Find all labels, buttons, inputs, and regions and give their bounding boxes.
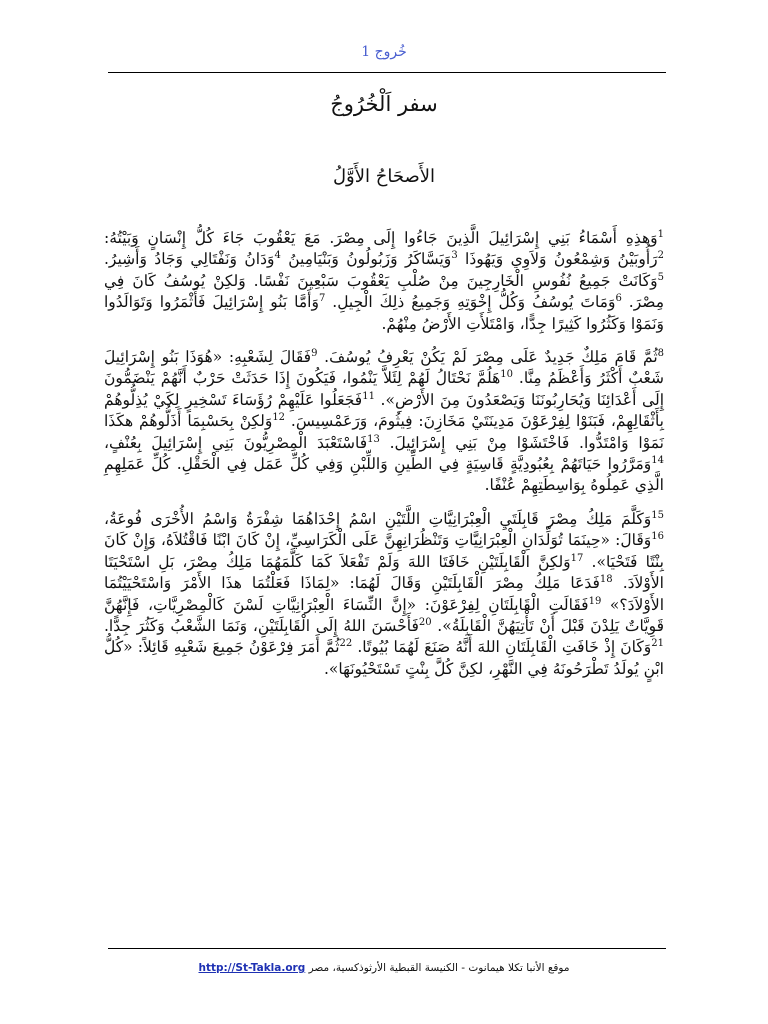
book-title: سفر اَلْخُرُوجُ <box>330 92 438 116</box>
verse-text: وَلكِنْ بِحَسْبِمَا أَذَلُّوهُمْ هكَذَا نَمَوْا وَامْتَدُّوا. فَاخْتَشَوْا مِنْ بَنِي إِسْرَائِيلَ. <box>104 412 664 452</box>
verse-number: 7 <box>318 293 326 305</box>
verse-text: وَكَلَّمَ مَلِكُ مِصْرَ قَابِلَتَيِ الْعِبْرَانِيَّاتِ اللَّتَيْنِ اسْمُ إِحْدَاهُمَا شِفْرَةُ وَاسْمُ الأُخْرَى فُوعَةُ، <box>104 509 652 528</box>
verse-number: 16 <box>651 531 664 543</box>
verse-text: وَلكِنَّ الْقَابِلَتَيْنِ خَافَتَا اللهَ وَلَمْ تَفْعَلاَ كَمَا كَلَّمَهُمَا مَلِكُ مِصْرَ، بَلِ اسْتَحْيَتَا الأَوْلاَدَ. <box>104 552 664 593</box>
verse-text: هَلُمَّ نَحْتَالُ لَهُمْ لِئَلاَّ يَنْمُوا، فَيَكُونَ إِذَا حَدَثَتْ حَرْبٌ أَنَّهُمْ يَنْضَمُّونَ إِلَى أَعْدَائِنَا وَيُحَارِبُونَنَا وَيَصْعَدُونَ مِنَ الأَرْضِ». <box>104 369 664 409</box>
verse-text: وَقَالَ: «حِينَمَا تُوَلِّدَانِ الْعِبْرَانِيَّاتِ وَتَنْظُرَانِهِنَّ عَلَى الْكَرَاسِيِّ، إِنْ كَانَ ابْنًا فَاقْتُلاَهُ، وَإِنْ كَانَ بِنْتًا فَتَحْيَا». <box>104 531 664 571</box>
footer-rule <box>108 948 666 949</box>
verse-number: 3 <box>451 250 458 262</box>
verse-number: 6 <box>615 293 622 305</box>
verse-number: 20 <box>418 616 432 628</box>
verse-text: رَأُوبَيْنُ وَشِمْعُونُ وَلاَوِي وَيَهُوذَا <box>457 250 658 269</box>
verse-text: وَمَرَّرُوا حَيَاتَهُمْ بِعُبُودِيَّةٍ قَاسِيَةٍ فِي الطِّينِ وَاللِّبْنِ وَفِي كُلِّ عَمَل فِي الْحَقْلِ. كُلِّ عَمَلِهِمِ الَّذِي عَمِلُوهُ بِوَاسِطَتِهِمْ عُنْفًا. <box>104 455 664 495</box>
verse-number: 19 <box>588 595 602 607</box>
verse-number: 10 <box>500 369 514 381</box>
verse-text: وَأَمَّا بَنُو إِسْرَائِيلَ فَأَثْمَرُوا وَتَوَالَدُوا وَنَمَوْا وَكَثُرُوا كَثِيرًا جِدًّا، وَامْتَلأَتِ الأَرْضُ مِنْهُمْ. <box>104 293 664 333</box>
verse-number: 22 <box>339 638 353 650</box>
verse-number: 5 <box>657 271 664 283</box>
verse-number: 11 <box>362 390 375 402</box>
verse-number: 18 <box>599 573 613 585</box>
verse-text: وَمَاتَ يُوسُفُ وَكُلُّ إِخْوَتِهِ وَجَمِيعُ ذلِكَ الْجِيلِ. <box>325 293 616 312</box>
verse-number: 1 <box>657 228 664 240</box>
verse-text: فَقَالَ لِشَعْبِهِ: «هُوَذَا بَنُو إِسْرَائِيلَ شَعْبٌ أَكْثَرُ وَأَعْظَمُ مِنَّا. <box>104 348 664 388</box>
chapter-title: الأَصحَاحُ الأَوَّلُ <box>332 166 436 187</box>
verse-number: 13 <box>367 433 380 445</box>
paragraph <box>104 228 664 335</box>
footer-site-text: موقع الأنبا تكلا هيمانوت - الكنيسة القبطية الأرثوذكسية، مصر <box>308 962 570 974</box>
verse-number: 2 <box>657 250 664 262</box>
paragraph <box>104 347 664 497</box>
verse-text: وَكَانَ إِذْ خَافَتِ الْقَابِلَتَانِ اللهَ أَنَّهُ صَنَعَ لَهُمَا بُيُوتًا. <box>352 638 652 657</box>
verse-number: 8 <box>657 347 665 359</box>
verse-text: فَأَحْسَنَ اللهُ إِلَى الْقَابِلَتَيْنِ، وَنَمَا الشَّعْبُ وَكَثُرَ جِدًّا. <box>104 616 419 635</box>
header-rule <box>108 72 666 73</box>
paragraph <box>104 509 664 680</box>
verse-text: فَدَعَا مَلِكُ مِصْرَ الْقَابِلَتَيْنِ وَقَالَ لَهُمَا: «لِمَاذَا فَعَلْتُمَا هذَا الأَمْرَ وَاسْتَحْيَيْتُمَا الأَوْلاَدَ؟» <box>104 574 664 614</box>
verse-number: 21 <box>651 638 664 650</box>
verse-text: وَهذِهِ أَسْمَاءُ بَنِي إِسْرَائِيلَ الَّذِينَ جَاءُوا إِلَى مِصْرَ. مَعَ يَعْقُوبَ جَاءَ كُلُّ إِنْسَانٍ وَبَيْتُهُ: <box>104 229 658 247</box>
verse-text: وَيَسَّاكَرُ وَزَبُولُونُ وَبَنْيَامِينُ <box>280 250 452 269</box>
verse-number: 4 <box>274 250 281 262</box>
verse-text: ثُمَّ قَامَ مَلِكٌ جَدِيدٌ عَلَى مِصْرَ لَمْ يَكُنْ يَعْرِفُ يُوسُفَ. <box>317 348 658 367</box>
verse-number: 12 <box>272 412 286 424</box>
verse-number: 9 <box>311 347 318 359</box>
verse-text: فَجَعَلُوا عَلَيْهِمْ رُؤَسَاءَ تَسْخِيرٍ لِكَيْ يُذِلُّوهُمْ بِأَثْقَالِهِمْ، فَبَنَوْا لِفِرْعَوْنَ مَدِينَتَيْ مَخَازِنَ: فِيثُومَ، وَرَعَمْسِيسَ. <box>104 390 664 431</box>
footer <box>0 962 768 974</box>
running-header: خُروج 1 <box>361 44 407 60</box>
verse-text: وَكَانَتْ جَمِيعُ نُفُوسِ الْخَارِجِينَ مِنْ صُلْبِ يَعْقُوبَ سَبْعِينَ نَفْسًا. وَلكِنْ يُوسُفُ كَانَ فِي مِصْرَ. <box>104 271 665 312</box>
verse-text: فَاسْتَعْبَدَ الْمِصْرِيُّونَ بَنِي إِسْرَائِيلَ بِعُنْفٍ، <box>104 433 368 452</box>
verse-text: وَدَانُ وَنَفْتَالِي وَجَادُ وَأَشِيرُ. <box>104 250 275 269</box>
chapter-text <box>104 228 664 692</box>
verse-number: 14 <box>651 454 664 466</box>
site-link[interactable]: http://St-Takla.org <box>198 962 306 974</box>
verse-text: ثُمَّ أَمَرَ فِرْعَوْنُ جَمِيعَ شَعْبِهِ قَائِلاً: «كُلُّ ابْنٍ يُولَدُ تَطْرَحُونَهُ فِي النَّهْرِ، لكِنَّ كُلَّ بِنْتٍ تَسْتَحْيُونَهَا». <box>104 638 664 678</box>
verse-number: 17 <box>570 552 584 564</box>
verse-text: فَقَالَتِ الْقَابِلَتَانِ لِفِرْعَوْنَ: «إِنَّ النِّسَاءَ الْعِبْرَانِيَّاتِ لَسْنَ كَالْمِصْرِيَّاتِ، فَإِنَّهُنَّ قَوِيَّاتٌ يَلِدْنَ قَبْلَ أَنْ تَأْتِيَهُنَّ الْقَابِلَةُ». <box>104 595 664 635</box>
verse-number: 15 <box>651 509 664 521</box>
